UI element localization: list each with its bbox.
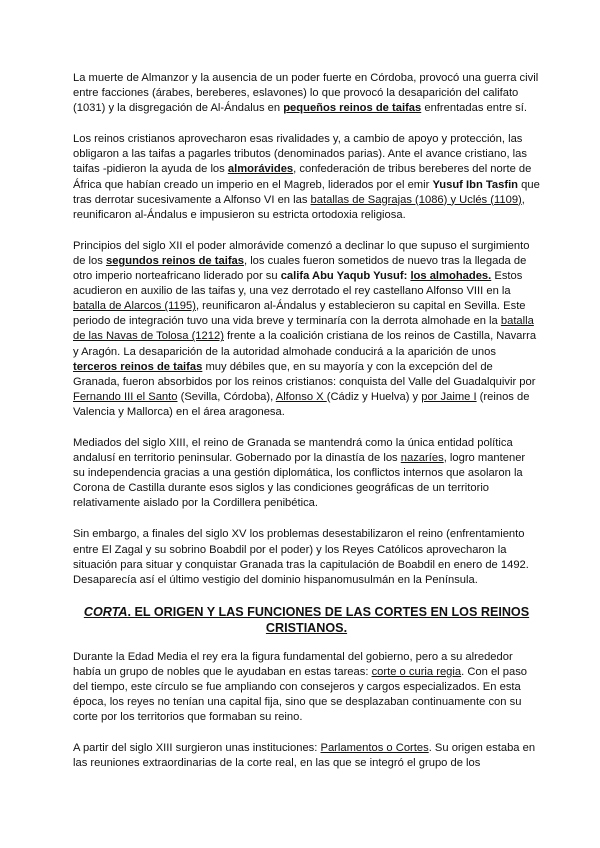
text-run: (reinos de Valencia y Mallorca) en el área aragonesa.: [73, 390, 530, 418]
emphasis-text: nazaríes: [400, 452, 444, 465]
text-run: Durante la Edad Media el rey era la figura fundamental del gobierno, pero a su alrededor había un grupo de nobles que le ayudaban en estas tareas:: [73, 650, 513, 678]
text-run: A partir del siglo XIII surgieron unas instituciones:: [73, 742, 321, 755]
emphasis-text: Alfonso X: [275, 390, 327, 403]
paragraph-p6: [73, 650, 540, 725]
emphasis-text: Fernando III el Santo: [73, 390, 178, 403]
text-run: que tras derrotar sucesivamente a Alfonso VI en las: [73, 178, 540, 206]
emphasis-text: por Jaime I: [421, 390, 477, 403]
text-run: . Con el paso del tiempo, este círculo se fue ampliando con consejeros y cargos especializados. En esta época, los reyes no tenían una capital fija, sino que se desplazaban continuamente con su corte por los territorios que formaban su reino.: [73, 665, 528, 724]
paragraph-p1: [73, 71, 540, 116]
text-run: Sin embargo, a finales del siglo XV los problemas desestabilizaron el reino (enfrentamiento entre El Zagal y su sobrino Boabdil por el poder) y los Reyes Católicos aprovecharon la situación para situar y conquistar Granada tras la capitulación de Boabdil en enero de 1492. Desaparecía así el último vestigio del dominio hispanomusulmán en la Península.: [73, 528, 529, 586]
text-run: Principios del siglo XII el poder almorávide comenzó a declinar lo que supuso el surgimiento de los: [73, 239, 530, 267]
paragraph-p7: [73, 741, 540, 771]
text-run: , confederación de tribus bereberes del norte de África que habían creado un imperio en el Magreb, liderados por el emir: [73, 163, 532, 191]
emphasis-text: terceros reinos de taifas: [73, 360, 203, 373]
paragraph-p5: [73, 527, 540, 587]
emphasis-text: batalla de las Navas de Tolosa (1212): [73, 315, 534, 343]
emphasis-text: batallas de Sagrajas (1086) y Uclés (1109): [310, 193, 522, 206]
paragraph-p3: [73, 239, 540, 420]
paragraph-p4: [73, 436, 540, 511]
heading-title: . EL ORIGEN Y LAS FUNCIONES DE LAS CORTES EN LOS REINOS CRISTIANOS.: [127, 604, 530, 635]
emphasis-text: almorávides: [227, 163, 294, 176]
section-heading: [73, 604, 540, 636]
heading-italic-word: CORTA: [83, 604, 128, 619]
emphasis-text: Yusuf Ibn Tasfin: [432, 178, 519, 191]
emphasis-text: corte o curia regia: [371, 665, 462, 678]
text-run: (Cádiz y Huelva) y: [326, 390, 422, 403]
text-run: , los cuales fueron sometidos de nuevo tras la llegada de otro imperio norteafricano liderado por su: [73, 254, 527, 283]
emphasis-text: batalla de Alarcos (1195): [73, 300, 196, 313]
emphasis-text: califa Abu Yaqub Yusuf:: [280, 270, 408, 283]
text-run: , reunificaron al-Ándalus e impusieron su estricta ortodoxia religiosa.: [73, 193, 525, 221]
emphasis-text: los almohades.: [410, 270, 492, 283]
text-run: , logro mantener su independencia gracias a una gestión diplomática, los conflictos internos que asolaron la Corona de Castilla durante esos siglos y las condiciones geográficas de un territorio relativamente aislado por la Cordillera penibética.: [73, 452, 526, 510]
text-run: (Sevilla, Córdoba),: [177, 390, 276, 403]
paragraph-p2: [73, 132, 540, 223]
text-run: Los reinos cristianos aprovecharon esas rivalidades y, a cambio de apoyo y protección, las obligaron a las taifas a pagarles tributos (denominados parias). Ante el avance cristiano, las taifas -pidieron la ayuda de los: [73, 133, 527, 176]
emphasis-text: Parlamentos o Cortes: [320, 742, 429, 755]
text-section-cortes: [73, 650, 540, 772]
text-run: La muerte de Almanzor y la ausencia de un poder fuerte en Córdoba, provocó una guerra civil entre facciones (árabes, bereberes, eslavones) lo que provocó la desaparición del califato (1031) y la disgregación de Al-Ándalus en: [73, 72, 539, 115]
emphasis-text: segundos reinos de taifas: [105, 254, 244, 267]
text-run: Estos acudieron en auxilio de las taifas y, una vez derrotado el rey castellano Alfonso VIII en la: [73, 270, 523, 298]
text-run: Mediados del siglo XIII, el reino de Granada se mantendrá como la única entidad política andalusí en territorio peninsular. Gobernado por la dinastía de los: [73, 436, 513, 465]
text-run: muy débiles que, en su mayoría y con la excepción del de Granada, fueron absorbidos por los reinos cristianos: conquista del Valle del Guadalquivir por: [73, 360, 536, 388]
text-run: , reunificaron al-Ándalus y establecieron su capital en Sevilla. Este periodo de integración tuvo una vida breve y terminaría con la derrota almohade en la: [73, 300, 526, 328]
text-section-taifas: [73, 71, 540, 588]
text-run: frente a la coalición cristiana de los reinos de Castilla, Navarra y Aragón. La desaparición de la autoridad almohade conducirá a la aparición de unos: [73, 330, 537, 358]
emphasis-text: pequeños reinos de taifas: [283, 102, 422, 115]
text-run: . Su origen estaba en las reuniones extraordinarias de la corte real, en las que se integró el grupo de los: [73, 742, 536, 770]
text-run: enfrentadas entre sí.: [421, 102, 527, 115]
